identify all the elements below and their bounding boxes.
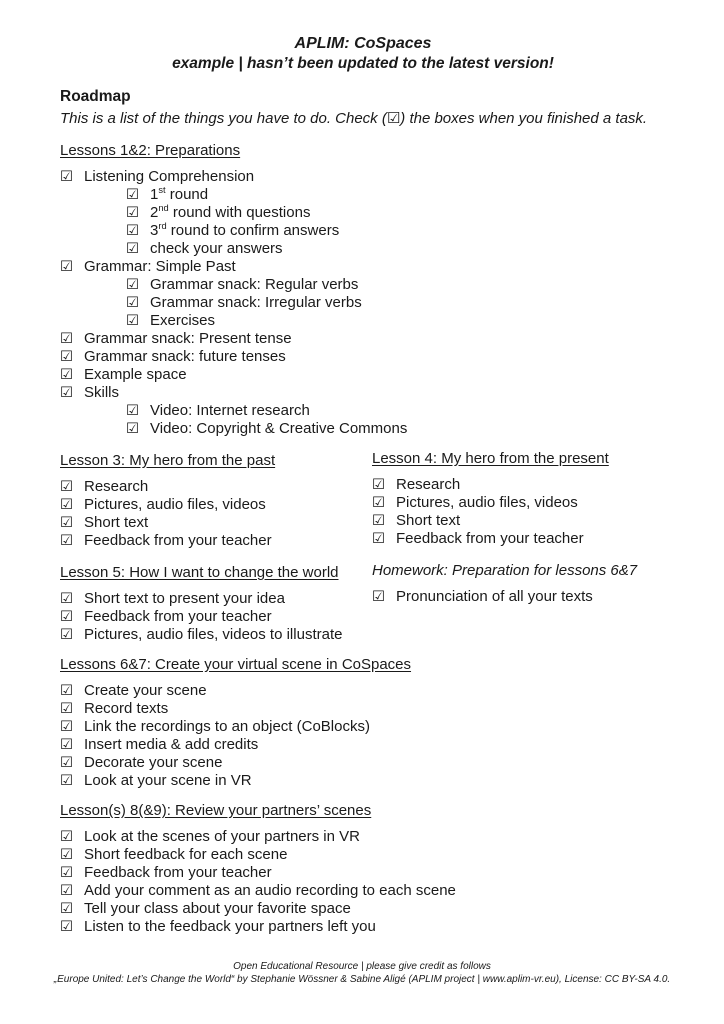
checked-checkbox-icon: ☑: [60, 331, 73, 347]
checklist-item: [60, 204, 666, 222]
checklist-item-label: Grammar snack: Present tense: [84, 330, 292, 347]
checklist-item: [60, 846, 666, 864]
section-lessons-6-7: [60, 656, 666, 790]
checklist-item: [60, 682, 666, 700]
checklist-item-label: Research: [396, 476, 461, 493]
checklist-item: [60, 240, 666, 258]
checked-checkbox-icon: ☑: [60, 515, 73, 531]
checklist-item-label: Pictures, audio files, videos: [84, 496, 266, 513]
checklist-item-label: Feedback from your teacher: [84, 608, 272, 625]
checklist-item: [60, 222, 666, 240]
checked-checkbox-icon: ☑: [372, 495, 385, 511]
checklist-item-label: Listen to the feedback your partners left you: [84, 918, 376, 935]
checklist-item-label: Example space: [84, 366, 187, 383]
checked-checkbox-icon: ☑: [60, 847, 73, 863]
checklist-item: [60, 384, 666, 402]
checklist-item: [372, 512, 666, 530]
checklist-item: [60, 514, 372, 532]
checklist-item-label: Grammar snack: Regular verbs: [150, 276, 359, 293]
checklist: [60, 682, 666, 790]
checklist-item: [60, 900, 666, 918]
checklist-item-label: 1st round: [150, 185, 209, 203]
checked-checkbox-icon: ☑: [60, 901, 73, 917]
checked-checkbox-icon: ☑: [60, 609, 73, 625]
checked-checkbox-icon: ☑: [60, 533, 73, 549]
checked-checkbox-icon: ☑: [60, 259, 73, 275]
checked-checkbox-icon: ☑: [60, 865, 73, 881]
checklist-item-label: Grammar snack: future tenses: [84, 348, 286, 365]
checked-checkbox-icon: ☑: [60, 701, 73, 717]
checklist-item: [60, 918, 666, 936]
checklist: [372, 588, 666, 606]
checklist: [60, 168, 666, 438]
section-homework: [372, 562, 666, 644]
checklist-item: [60, 864, 666, 882]
section-heading: Lesson 5: How I want to change the world: [60, 564, 339, 581]
checked-checkbox-icon: ☑: [60, 737, 73, 753]
checked-checkbox-icon: ☑: [372, 531, 385, 547]
checklist-item: [60, 590, 372, 608]
checklist-item: [60, 496, 372, 514]
checklist-item: [60, 882, 666, 900]
checklist-item: [372, 530, 666, 548]
checklist-item: [60, 330, 666, 348]
checklist-item-label: Short text: [84, 514, 149, 531]
checked-checkbox-icon: ☑: [126, 313, 139, 329]
checklist-item-label: Look at your scene in VR: [84, 772, 252, 789]
checked-checkbox-icon: ☑: [126, 403, 139, 419]
checked-checkbox-icon: ☑: [60, 719, 73, 735]
checked-checkbox-icon: ☑: [60, 683, 73, 699]
section-lessons-8-9: [60, 802, 666, 936]
section-lesson-3: [60, 452, 372, 550]
checklist-item: [60, 348, 666, 366]
checklist-item-label: Grammar: Simple Past: [84, 258, 236, 275]
checked-checkbox-icon: ☑: [126, 421, 139, 437]
checklist-item: [60, 736, 666, 754]
checked-checkbox-icon: ☑: [126, 295, 139, 311]
section-heading: Lessons 6&7: Create your virtual scene in CoSpaces: [60, 656, 412, 673]
checked-checkbox-icon: ☑: [60, 755, 73, 771]
checked-checkbox-icon: ☑: [126, 187, 139, 203]
checklist-item: [372, 476, 666, 494]
checklist-item-label: 2nd round with questions: [150, 203, 311, 221]
checklist-item-label: Video: Internet research: [150, 402, 310, 419]
checklist-item-label: Listening Comprehension: [84, 168, 255, 185]
intro-text: This is a list of the things you have to do. Check (☑) the boxes when you finished a task.: [60, 110, 648, 127]
roadmap-heading: Roadmap: [60, 88, 131, 105]
checklist-item: [60, 478, 372, 496]
checklist-item: [60, 754, 666, 772]
checklist-item-label: 3rd round to confirm answers: [150, 221, 340, 239]
footer-license-line: „Europe United: Let’s Change the World“ by Stephanie Wössner & Sabine Aligé (APLIM project | www.aplim-vr.eu), License: CC BY-SA 4.0.: [53, 974, 671, 985]
section-heading: Lesson(s) 8(&9): Review your partners’ scenes: [60, 802, 372, 819]
checklist-item-label: Pictures, audio files, videos to illustrate: [84, 626, 343, 643]
row-lessons-3-4: [60, 438, 666, 550]
title-block: [60, 34, 666, 74]
checklist-item: [60, 276, 666, 294]
checklist-item-label: check your answers: [150, 240, 283, 257]
checklist-item-label: Record texts: [84, 700, 169, 717]
checklist-item: [60, 312, 666, 330]
checklist-item-label: Decorate your scene: [84, 754, 223, 771]
checklist-item: [60, 186, 666, 204]
checklist-item-label: Feedback from your teacher: [396, 530, 584, 547]
checklist-item-label: Video: Copyright & Creative Commons: [150, 420, 408, 437]
checked-checkbox-icon: ☑: [60, 479, 73, 495]
checklist-item-label: Grammar snack: Irregular verbs: [150, 294, 362, 311]
checklist-item: [60, 366, 666, 384]
checklist-item-label: Insert media & add credits: [84, 736, 259, 753]
section-heading: Lesson 3: My hero from the past: [60, 452, 276, 469]
checklist-item: [60, 608, 372, 626]
checked-checkbox-icon: ☑: [372, 589, 385, 605]
checked-checkbox-icon: ☑: [60, 829, 73, 845]
document-subtitle: example | hasn’t been updated to the latest version!: [172, 55, 554, 72]
checklist-item-label: Research: [84, 478, 149, 495]
footer: [0, 960, 724, 986]
checklist-item: [60, 532, 372, 550]
checklist-item-label: Short text to present your idea: [84, 590, 285, 607]
checklist: [372, 476, 666, 548]
checked-checkbox-icon: ☑: [126, 277, 139, 293]
checklist-item-label: Tell your class about your favorite space: [84, 900, 351, 917]
checklist-item: [60, 402, 666, 420]
section-heading: Homework: Preparation for lessons 6&7: [372, 562, 638, 579]
checked-checkbox-icon: ☑: [126, 223, 139, 239]
checked-checkbox-icon: ☑: [60, 169, 73, 185]
checklist-item: [60, 700, 666, 718]
checked-checkbox-icon: ☑: [60, 627, 73, 643]
checklist-item: [60, 168, 666, 186]
checklist-item: [372, 494, 666, 512]
section-heading: Lesson 4: My hero from the present: [372, 450, 609, 467]
checked-checkbox-icon: ☑: [126, 241, 139, 257]
checklist: [60, 478, 372, 550]
checklist-item-label: Short text: [396, 512, 461, 529]
checklist: [60, 828, 666, 936]
checklist-item: [60, 420, 666, 438]
footer-credit-intro: Open Educational Resource | please give credit as follows: [233, 961, 491, 972]
section-lessons-1-2: [60, 142, 666, 438]
row-lesson-5-homework: [60, 550, 666, 644]
checklist-item-label: Skills: [84, 384, 120, 401]
checklist-item: [60, 828, 666, 846]
checked-checkbox-icon: ☑: [60, 349, 73, 365]
checklist-item-label: Feedback from your teacher: [84, 532, 272, 549]
checklist-item: [60, 258, 666, 276]
checklist: [60, 590, 372, 644]
checklist-item-label: Create your scene: [84, 682, 207, 699]
checked-checkbox-icon: ☑: [372, 477, 385, 493]
checked-checkbox-icon: ☑: [372, 513, 385, 529]
checked-checkbox-icon: ☑: [60, 497, 73, 513]
section-lesson-4: [372, 450, 666, 550]
document-title: APLIM: CoSpaces: [294, 35, 432, 52]
checklist-item: [60, 626, 372, 644]
checklist-item-label: Short feedback for each scene: [84, 846, 288, 863]
checked-checkbox-icon: ☑: [60, 883, 73, 899]
section-heading: Lessons 1&2: Preparations: [60, 142, 241, 159]
checklist-item-label: Feedback from your teacher: [84, 864, 272, 881]
checked-checkbox-icon: ☑: [60, 919, 73, 935]
checklist-item: [60, 772, 666, 790]
checklist-item-label: Link the recordings to an object (CoBlocks): [84, 718, 370, 735]
checked-checkbox-icon: ☑: [60, 773, 73, 789]
section-lesson-5: [60, 564, 372, 644]
checklist-item: [372, 588, 666, 606]
checked-checkbox-icon: ☑: [60, 591, 73, 607]
checklist-item-label: Add your comment as an audio recording to each scene: [84, 882, 456, 899]
checklist-item: [60, 294, 666, 312]
checked-checkbox-icon: ☑: [126, 205, 139, 221]
checklist-item-label: Exercises: [150, 312, 216, 329]
checklist-item-label: Pronunciation of all your texts: [396, 588, 593, 605]
checklist-item-label: Pictures, audio files, videos: [396, 494, 578, 511]
checklist-item: [60, 718, 666, 736]
checklist-item-label: Look at the scenes of your partners in VR: [84, 828, 360, 845]
checked-checkbox-icon: ☑: [60, 385, 73, 401]
checked-checkbox-icon: ☑: [60, 367, 73, 383]
